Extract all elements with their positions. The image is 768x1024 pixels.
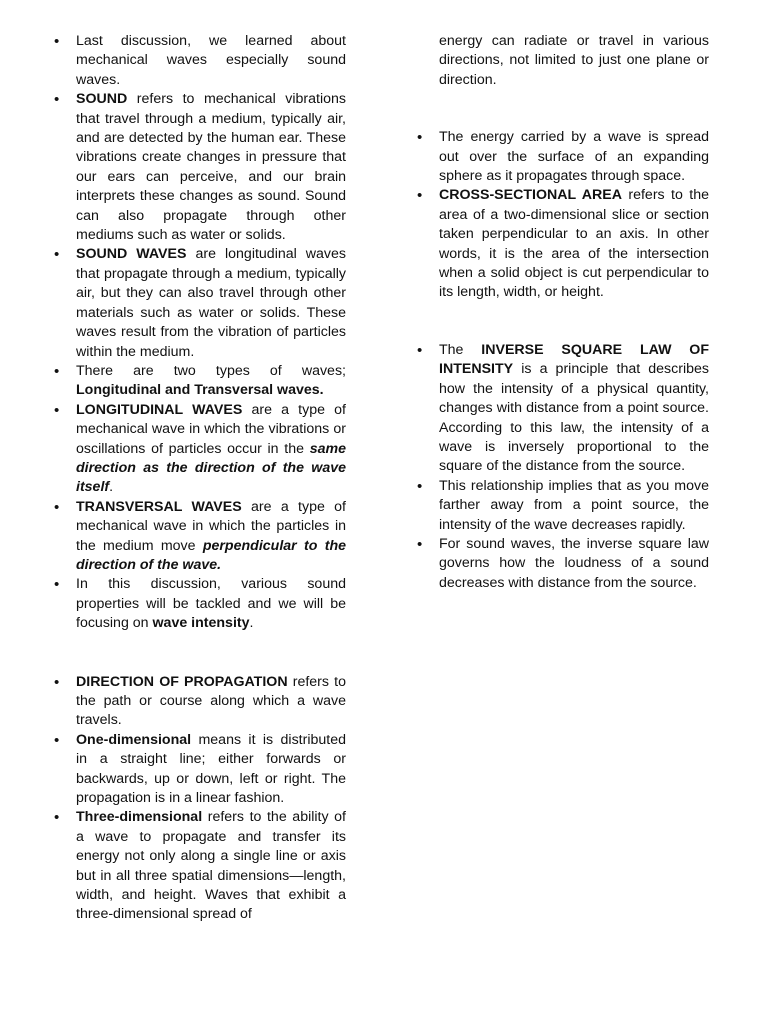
- list-item: [38, 673, 346, 731]
- item-text: In this discussion, various sound properties will be tackled and we will be focusing on: [76, 576, 346, 632]
- term: wave intensity: [152, 615, 250, 632]
- item-text: are longitudinal waves that propagate through a medium, typically air, but they can also travel through other materials such as water or solids. These waves result from the vibration of particles within the medium.: [76, 246, 347, 360]
- item-text: refers to the path or course along which a wave travels.: [76, 673, 346, 729]
- right-bullet-list-2: [401, 128, 709, 303]
- list-item: [401, 186, 709, 302]
- right-bullet-list: [401, 32, 709, 90]
- right-bullet-list-3: [401, 341, 709, 593]
- term: INVERSE SQUARE LAW OF INTENSITY: [439, 341, 710, 378]
- item-text: refers to the ability of a wave to propagate and transfer its energy not only along a single line or axis but in all three spatial dimensions—length, width, and height. Waves that exhibit a three-dimensional spread of: [76, 809, 346, 923]
- item-text: .: [249, 615, 254, 632]
- list-item: [38, 498, 346, 576]
- spacer: [401, 303, 709, 341]
- item-text: means it is distributed in a straight line; either forwards or backwards, up or down, left or right. The propagation is in a linear fashion.: [76, 731, 346, 807]
- left-bullet-list: [38, 32, 346, 634]
- list-item: [401, 128, 709, 186]
- list-item: [401, 477, 709, 535]
- list-item: [38, 808, 346, 924]
- list-item: [38, 575, 346, 633]
- list-item: [38, 731, 346, 809]
- term: CROSS-SECTIONAL AREA: [439, 187, 622, 204]
- item-text: This relationship implies that as you move farther away from a point source, the intensity of the wave decreases rapidly.: [439, 477, 709, 533]
- item-text: The energy carried by a wave is spread out over the surface of an expanding sphere as it propagates through space.: [439, 129, 709, 185]
- term: SOUND WAVES: [76, 246, 187, 263]
- item-text: Last discussion, we learned about mechanical waves especially sound waves.: [76, 33, 346, 88]
- emphasis: same direction as the direction of the wave itself: [76, 440, 346, 496]
- term: SOUND: [76, 91, 128, 108]
- list-item: [401, 341, 709, 477]
- right-column: [401, 32, 709, 593]
- list-item: [38, 90, 346, 245]
- term: Three-dimensional: [76, 809, 203, 826]
- spacer: [401, 90, 709, 128]
- term: Longitudinal and Transversal waves.: [76, 382, 324, 399]
- item-text: is a principle that describes how the intensity of a physical quantity, changes with distance from a point source. According to this law, the intensity of a wave is inversely proportional to the square of the distance from the source.: [439, 361, 709, 475]
- term: LONGITUDINAL WAVES: [76, 401, 243, 418]
- list-item: [401, 535, 709, 593]
- item-text: are a type of mechanical wave in which the vibrations or oscillations of particles occur in the: [76, 401, 346, 457]
- item-text: .: [109, 479, 114, 496]
- item-text: There are two types of waves;: [76, 362, 346, 379]
- term: TRANSVERSAL WAVES: [76, 498, 242, 515]
- left-column: [38, 32, 346, 925]
- spacer: [38, 634, 346, 673]
- term: One-dimensional: [76, 731, 192, 748]
- term: DIRECTION OF PROPAGATION: [76, 673, 288, 690]
- list-item: [38, 32, 346, 90]
- list-item: [38, 362, 346, 401]
- list-item: [38, 401, 346, 498]
- item-text: are a type of mechanical wave in which the particles in the medium move: [76, 498, 346, 554]
- list-item-continuation: [401, 32, 709, 90]
- item-text: For sound waves, the inverse square law governs how the loudness of a sound decreases with distance from the source.: [439, 535, 709, 591]
- item-text: refers to mechanical vibrations that travel through a medium, typically air, and are detected by the human ear. These vibrations create changes in pressure that our ears can perceive, and our brain interprets these changes as sound. Sound can also propagate through other mediums such as water or solids.: [76, 91, 346, 244]
- item-text: refers to the area of a two-dimensional slice or section taken perpendicular to an axis. In other words, it is the area of the intersection when a solid object is cut perpendicular to its length, width, or height.: [439, 187, 709, 301]
- emphasis: perpendicular to the direction of the wave.: [76, 537, 347, 573]
- list-item: [38, 245, 346, 361]
- item-text: energy can radiate or travel in various directions, not limited to just one plane or direction.: [439, 33, 709, 88]
- item-text: The: [439, 341, 482, 358]
- left-bullet-list-2: [38, 673, 346, 925]
